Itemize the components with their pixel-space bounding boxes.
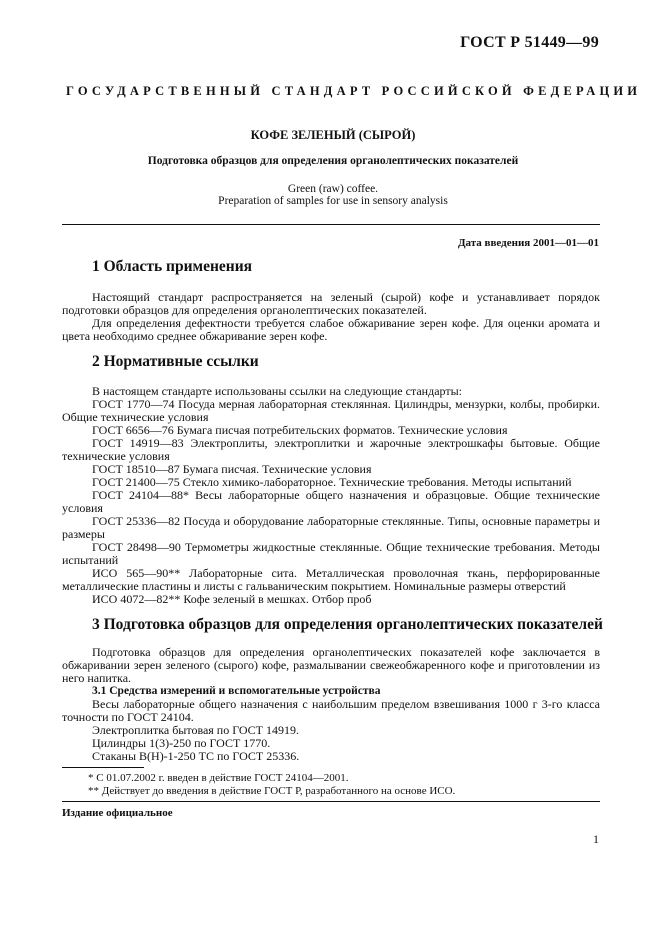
section-3-paragraph: Подготовка образцов для определения органолептических показателей кофе заключается в обжаривании зерен зеленого (сырого) кофе, размалывании свежеобжаренного кофе и приготовлении из него напитка. [62,645,600,685]
equipment-item: Весы лабораторные общего назначения с наибольшим пределом взвешивания 1000 г 3-го класса точности по ГОСТ 24104. [62,697,600,724]
equipment-item: Стаканы В(Н)-1-250 ТС по ГОСТ 25336. [92,749,300,763]
document-subtitle: Подготовка образцов для определения органолептических показателей [147,155,519,167]
section-2-heading: 2 Нормативные ссылки [92,353,259,370]
reference-item: ГОСТ 28498—90 Термометры жидкостные стеклянные. Общие технические требования. Методы испытаний [62,540,600,567]
subsection-3-1-heading: 3.1 Средства измерений и вспомогательные устройства [92,685,381,697]
english-title [66,183,600,207]
references-intro: В настоящем стандарте использованы ссылки на следующие стандарты: [92,384,463,398]
reference-item: ГОСТ 25336—82 Посуда и оборудование лабораторные стеклянные. Типы, основные параметры и размеры [62,514,600,541]
english-title-line2: Preparation of samples for use in sensory analysis [218,195,448,207]
gost-number: ГОСТ Р 51449—99 [460,34,599,51]
reference-item: ГОСТ 24104—88* Весы лабораторные общего назначения и образцовые. Общие технические условия [62,488,600,515]
footnote-divider [62,767,144,768]
page-number: 1 [593,832,599,846]
section-1-heading: 1 Область применения [92,258,253,275]
section-1-paragraph: Для определения дефектности требуется слабое обжаривание зерен кофе. Для оценки аромата и цвета необходимо среднее обжаривание зерен кофе. [62,316,600,343]
introduction-date: Дата введения 2001—01—01 [457,237,599,249]
reference-item: ГОСТ 14919—83 Электроплиты, электроплитки и жарочные электрошкафы бытовые. Общие технические условия [62,436,600,463]
footnote: ** Действует до введения в действие ГОСТ Р, разработанного на основе ИСО. [88,785,456,797]
section-3-heading: 3 Подготовка образцов для определения органолептических показателей [92,616,603,633]
equipment-item: Цилиндры 1(3)-250 по ГОСТ 1770. [92,736,271,750]
state-standard-heading: ГОСУДАРСТВЕННЫЙ СТАНДАРТ РОССИЙСКОЙ ФЕДЕРАЦИИ [66,84,642,98]
section-1-body [62,291,600,343]
section-3-body [62,646,600,763]
normative-references [62,385,600,606]
document-title: КОФЕ ЗЕЛЕНЫЙ (СЫРОЙ) [250,128,416,142]
section-1-paragraph: Настоящий стандарт распространяется на зеленый (сырой) кофе и устанавливает порядок подготовки образцов для определения органолептических показателей. [62,290,600,317]
footnote: * С 01.07.2002 г. введен в действие ГОСТ 24104—2001. [88,772,349,784]
reference-item: ГОСТ 18510—87 Бумага писчая. Технические условия [92,462,372,476]
reference-item: ГОСТ 21400—75 Стекло химико-лабораторное. Технические требования. Методы испытаний [92,475,572,489]
footer-divider [62,801,600,802]
header-divider [62,224,600,225]
reference-item: ИСО 4072—82** Кофе зеленый в мешках. Отбор проб [92,592,372,606]
reference-item: ГОСТ 6656—76 Бумага писчая потребительских форматов. Технические условия [92,423,508,437]
reference-item: ГОСТ 1770—74 Посуда мерная лабораторная стеклянная. Цилиндры, мензурки, колбы, пробирки. Общие технические условия [62,397,600,424]
reference-item: ИСО 565—90** Лабораторные сита. Металлическая проволочная ткань, перфорированные металлические пластины и листы с гальваническим покрытием. Номинальные размеры отверстий [62,566,600,593]
equipment-item: Электроплитка бытовая по ГОСТ 14919. [92,723,300,737]
english-title-line1: Green (raw) coffee. [287,183,379,195]
official-edition-label: Издание официальное [62,807,173,819]
